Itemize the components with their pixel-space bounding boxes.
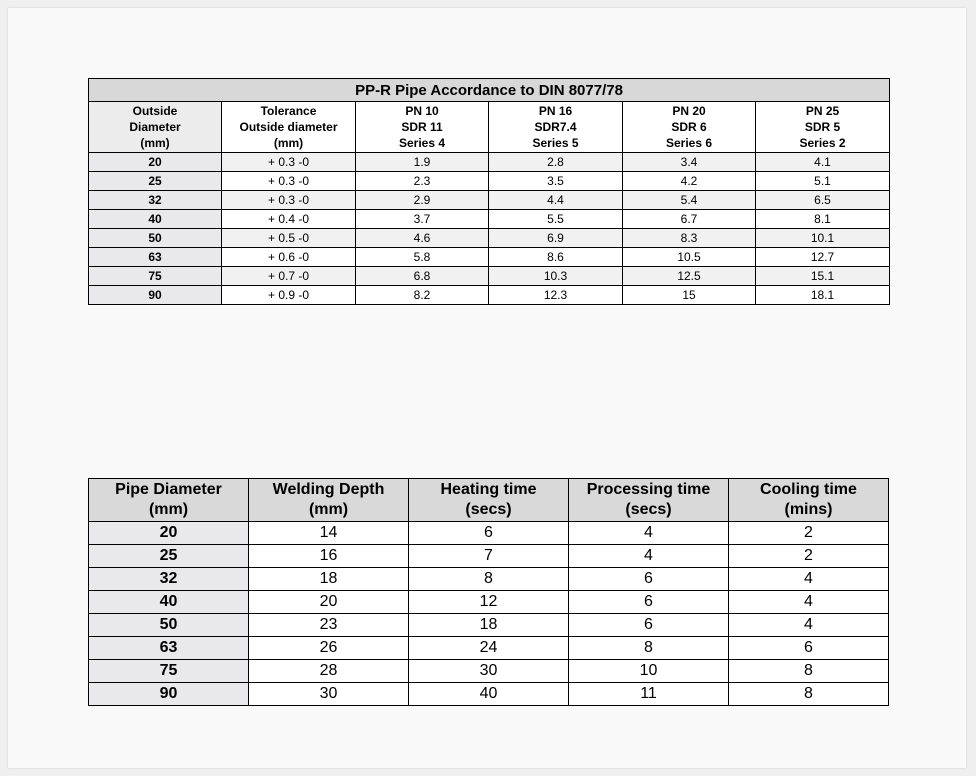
table-header-row: [89, 102, 890, 153]
column-header-line: (mm): [140, 136, 170, 150]
table-cell: 28: [249, 660, 409, 683]
table-cell: 40: [409, 683, 569, 706]
table-row: [89, 614, 889, 637]
column-header-line: (mins): [784, 501, 833, 518]
table-cell: 1.9: [356, 153, 489, 172]
table-cell: 10.1: [756, 229, 890, 248]
table-row: [89, 172, 890, 191]
table-cell: 24: [409, 637, 569, 660]
row-header-cell: 32: [89, 568, 249, 591]
table-cell: 6.8: [356, 267, 489, 286]
column-header-line: (secs): [625, 501, 672, 518]
table-cell: 3.5: [489, 172, 623, 191]
table-row: [89, 683, 889, 706]
table-cell: 4: [729, 614, 889, 637]
table-cell: 8: [409, 568, 569, 591]
table-row: [89, 660, 889, 683]
column-header: [249, 479, 409, 522]
table-cell: 5.1: [756, 172, 890, 191]
table-cell: 12.5: [623, 267, 756, 286]
column-header-line: Series 6: [665, 136, 713, 150]
table-cell: 6: [569, 568, 729, 591]
table-cell: + 0.3 -0: [222, 172, 356, 191]
column-header: [729, 479, 889, 522]
column-header-line: Outside diameter: [239, 120, 338, 134]
table-cell: 2: [729, 545, 889, 568]
table-cell: 23: [249, 614, 409, 637]
column-header: [569, 479, 729, 522]
table-cell: 16: [249, 545, 409, 568]
table-row: [89, 568, 889, 591]
column-header-line: (mm): [308, 501, 349, 518]
pipe-specification-table: [88, 78, 890, 305]
table-cell: 6: [569, 614, 729, 637]
table-cell: 12: [409, 591, 569, 614]
table-cell: 4.2: [623, 172, 756, 191]
row-header-cell: 20: [89, 153, 222, 172]
column-header-line: SDR7.4: [534, 120, 577, 134]
table-cell: 11: [569, 683, 729, 706]
table-row: [89, 522, 889, 545]
table-row: [89, 191, 890, 210]
row-header-cell: 90: [89, 286, 222, 305]
table-cell: 4: [569, 545, 729, 568]
table-header-row: [89, 479, 889, 522]
table-cell: 30: [409, 660, 569, 683]
table-cell: 4: [569, 522, 729, 545]
table-cell: 8.6: [489, 248, 623, 267]
table-cell: 10.5: [623, 248, 756, 267]
table-cell: 2.3: [356, 172, 489, 191]
table-cell: 15.1: [756, 267, 890, 286]
column-header-line: Series 4: [398, 136, 446, 150]
table-cell: 4.4: [489, 191, 623, 210]
table-cell: + 0.3 -0: [222, 191, 356, 210]
table-cell: 10.3: [489, 267, 623, 286]
table-cell: 3.4: [623, 153, 756, 172]
column-header: [356, 102, 489, 153]
table-row: [89, 248, 890, 267]
table-body: [89, 522, 889, 706]
row-header-cell: 25: [89, 172, 222, 191]
row-header-cell: 40: [89, 591, 249, 614]
table-cell: + 0.6 -0: [222, 248, 356, 267]
table-cell: 2: [729, 522, 889, 545]
table-cell: 8: [729, 660, 889, 683]
table-cell: 8: [569, 637, 729, 660]
column-header-line: SDR 11: [401, 120, 443, 134]
column-header: [409, 479, 569, 522]
column-header-line: SDR 5: [804, 120, 841, 134]
table-cell: 5.4: [623, 191, 756, 210]
table-cell: 12.7: [756, 248, 890, 267]
column-header-line: PN 10: [405, 104, 439, 118]
column-header-line: PN 25: [805, 104, 840, 118]
table-cell: 18: [249, 568, 409, 591]
table-cell: 26: [249, 637, 409, 660]
table-cell: 2.8: [489, 153, 623, 172]
table-cell: 8.1: [756, 210, 890, 229]
row-header-cell: 25: [89, 545, 249, 568]
row-header-cell: 90: [89, 683, 249, 706]
table-row: [89, 153, 890, 172]
table-cell: 5.5: [489, 210, 623, 229]
column-header: [89, 479, 249, 522]
column-header: [756, 102, 890, 153]
column-header-line: Pipe Diameter: [115, 481, 222, 498]
table-cell: 6.9: [489, 229, 623, 248]
row-header-cell: 32: [89, 191, 222, 210]
table-row: [89, 637, 889, 660]
table-row: [89, 267, 890, 286]
table-cell: 6.5: [756, 191, 890, 210]
table-row: [89, 210, 890, 229]
table-cell: 8: [729, 683, 889, 706]
column-header: [489, 102, 623, 153]
table-row: [89, 591, 889, 614]
table-body: [89, 153, 890, 305]
column-header-line: (mm): [273, 136, 304, 150]
column-header-line: Welding Depth: [272, 481, 385, 498]
row-header-cell: 40: [89, 210, 222, 229]
column-header-line: Series 5: [532, 136, 579, 150]
row-header-cell: 20: [89, 522, 249, 545]
table-cell: + 0.5 -0: [222, 229, 356, 248]
column-header-line: Diameter: [129, 120, 181, 134]
row-header-cell: 50: [89, 229, 222, 248]
table-cell: 30: [249, 683, 409, 706]
column-header-line: Series 2: [799, 136, 846, 150]
table-cell: 6.7: [623, 210, 756, 229]
table-cell: 8.3: [623, 229, 756, 248]
table-row: [89, 286, 890, 305]
column-header-line: SDR 6: [671, 120, 707, 134]
table-title: PP-R Pipe Accordance to DIN 8077/78: [89, 79, 890, 102]
table-cell: 6: [729, 637, 889, 660]
row-header-cell: 63: [89, 248, 222, 267]
table-cell: 3.7: [356, 210, 489, 229]
table-cell: 12.3: [489, 286, 623, 305]
table-cell: 10: [569, 660, 729, 683]
column-header-line: Outside: [132, 104, 178, 118]
column-header: [222, 102, 356, 153]
column-header-line: PN 20: [672, 104, 706, 118]
row-header-cell: 50: [89, 614, 249, 637]
column-header-line: (mm): [148, 501, 189, 518]
column-header: [89, 102, 222, 153]
welding-parameters-table: [88, 478, 889, 706]
table-cell: 4.6: [356, 229, 489, 248]
table-cell: + 0.9 -0: [222, 286, 356, 305]
table-cell: 5.8: [356, 248, 489, 267]
column-header-line: Tolerance: [260, 104, 317, 118]
column-header-line: PN 16: [538, 104, 573, 118]
column-header-line: Processing time: [586, 481, 711, 498]
column-header-line: Heating time: [440, 481, 537, 498]
table-row: [89, 545, 889, 568]
table-cell: 6: [409, 522, 569, 545]
row-header-cell: 75: [89, 660, 249, 683]
table-cell: + 0.3 -0: [222, 153, 356, 172]
table-cell: 15: [623, 286, 756, 305]
table-cell: 4: [729, 568, 889, 591]
table-cell: 2.9: [356, 191, 489, 210]
row-header-cell: 63: [89, 637, 249, 660]
table-row: [89, 229, 890, 248]
table-cell: 6: [569, 591, 729, 614]
column-header-line: Cooling time: [760, 481, 857, 498]
table-cell: 20: [249, 591, 409, 614]
table-cell: 4.1: [756, 153, 890, 172]
table-cell: 18: [409, 614, 569, 637]
table-cell: 18.1: [756, 286, 890, 305]
table-cell: 8.2: [356, 286, 489, 305]
table-cell: 7: [409, 545, 569, 568]
table-cell: + 0.7 -0: [222, 267, 356, 286]
column-header: [623, 102, 756, 153]
row-header-cell: 75: [89, 267, 222, 286]
column-header-line: (secs): [465, 501, 512, 518]
table-cell: + 0.4 -0: [222, 210, 356, 229]
table-cell: 14: [249, 522, 409, 545]
table-cell: 4: [729, 591, 889, 614]
